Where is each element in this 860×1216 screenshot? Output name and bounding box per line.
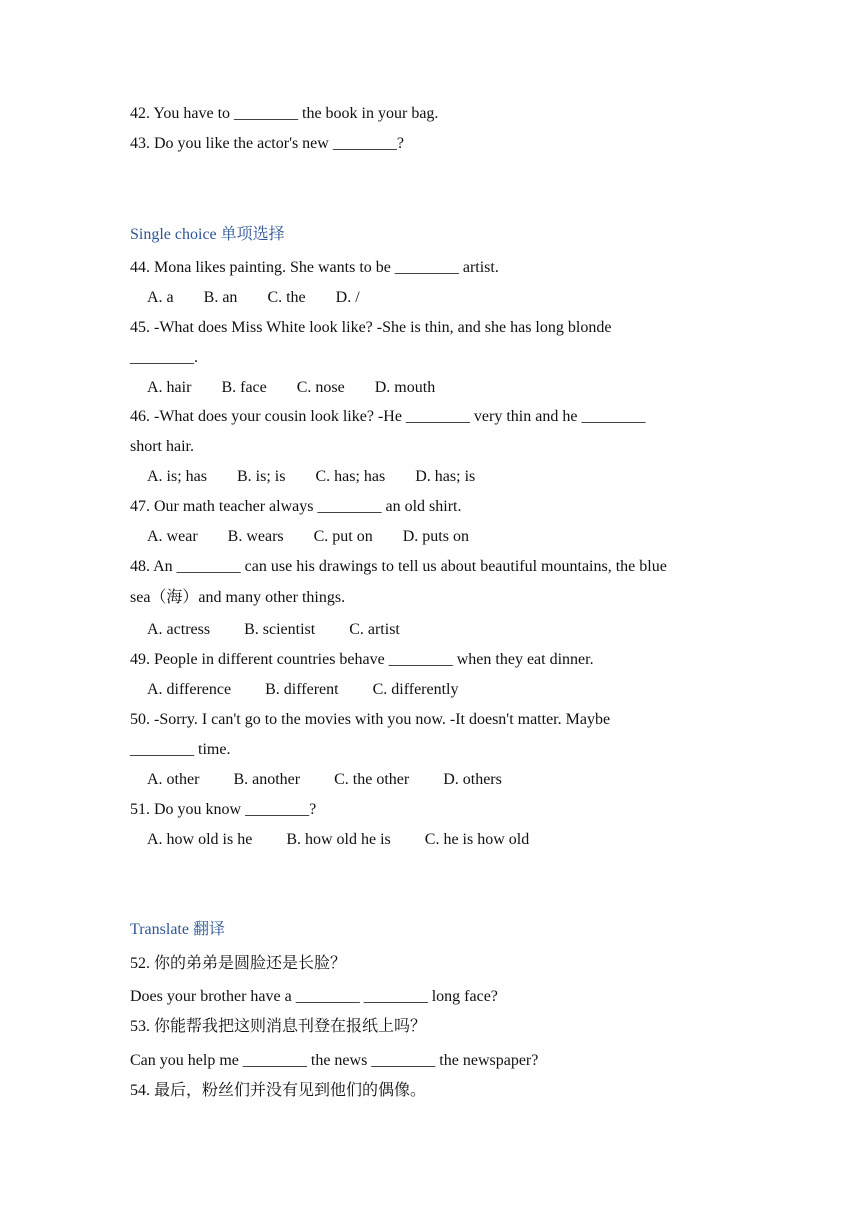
question-48-continued: sea（海）and many other things. xyxy=(130,589,346,606)
option: A. hair xyxy=(147,379,192,396)
option: B. different xyxy=(265,681,339,698)
option: C. put on xyxy=(313,528,373,545)
option: D. mouth xyxy=(374,379,436,396)
question-46-continued: short hair. xyxy=(130,438,194,455)
option: B. an xyxy=(203,289,238,306)
option: B. wears xyxy=(227,528,284,545)
question-46: 46. -What does your cousin look like? -He ________ very thin and he ________ xyxy=(130,408,646,425)
section-heading-translate: Translate 翻译 xyxy=(130,921,225,938)
option: A. wear xyxy=(147,528,198,545)
question-42: 42. You have to ________ the book in your bag. xyxy=(130,105,439,122)
question-52: 52. 你的弟弟是圆脸还是长脸？ xyxy=(130,955,347,972)
option: B. is; is xyxy=(237,468,286,485)
question-51: 51. Do you know ________? xyxy=(130,801,317,818)
section-heading-single-choice: Single choice 单项选择 xyxy=(130,226,285,243)
question-43: 43. Do you like the actor's new ________? xyxy=(130,135,404,152)
option: C. nose xyxy=(296,379,345,396)
question-50-continued: ________ time. xyxy=(130,741,231,758)
options-46 xyxy=(147,467,505,487)
question-49: 49. People in different countries behave ________ when they eat dinner. xyxy=(130,651,594,668)
option: D. puts on xyxy=(402,528,469,545)
question-54: 54. 最后，粉丝们并没有见到他们的偶像。 xyxy=(130,1082,427,1099)
option: D. others xyxy=(443,771,502,788)
option: A. difference xyxy=(147,681,232,698)
options-49 xyxy=(147,680,488,700)
options-45 xyxy=(147,378,465,398)
question-53: 53. 你能帮我把这则消息刊登在报纸上吗？ xyxy=(130,1018,427,1035)
option: D. has; is xyxy=(415,468,476,485)
options-44 xyxy=(147,288,390,308)
question-50: 50. -Sorry. I can't go to the movies with you now. -It doesn't matter. Maybe xyxy=(130,711,611,728)
options-48 xyxy=(147,620,430,640)
option: C. artist xyxy=(349,621,400,638)
question-44: 44. Mona likes painting. She wants to be ________ artist. xyxy=(130,259,499,276)
option: B. face xyxy=(221,379,267,396)
option: C. has; has xyxy=(315,468,386,485)
options-47 xyxy=(147,527,499,547)
option: A. other xyxy=(147,771,200,788)
option: B. how old he is xyxy=(286,831,391,848)
question-45-continued: ________. xyxy=(130,349,198,366)
option: B. another xyxy=(233,771,301,788)
question-47: 47. Our math teacher always ________ an old shirt. xyxy=(130,498,462,515)
option: C. the xyxy=(267,289,306,306)
option: A. is; has xyxy=(147,468,207,485)
option: C. he is how old xyxy=(424,831,530,848)
question-53-answer: Can you help me ________ the news ________ the newspaper? xyxy=(130,1052,539,1069)
option: A. actress xyxy=(147,621,211,638)
option: C. differently xyxy=(372,681,459,698)
option: B. scientist xyxy=(244,621,316,638)
question-48: 48. An ________ can use his drawings to tell us about beautiful mountains, the blue xyxy=(130,558,667,575)
options-50 xyxy=(147,770,532,790)
options-51 xyxy=(147,830,559,850)
option: D. / xyxy=(335,289,360,306)
option: A. how old is he xyxy=(147,831,253,848)
option: A. a xyxy=(147,289,174,306)
question-52-answer: Does your brother have a ________ ________ long face? xyxy=(130,988,498,1005)
question-45: 45. -What does Miss White look like? -She is thin, and she has long blonde xyxy=(130,319,612,336)
option: C. the other xyxy=(334,771,410,788)
